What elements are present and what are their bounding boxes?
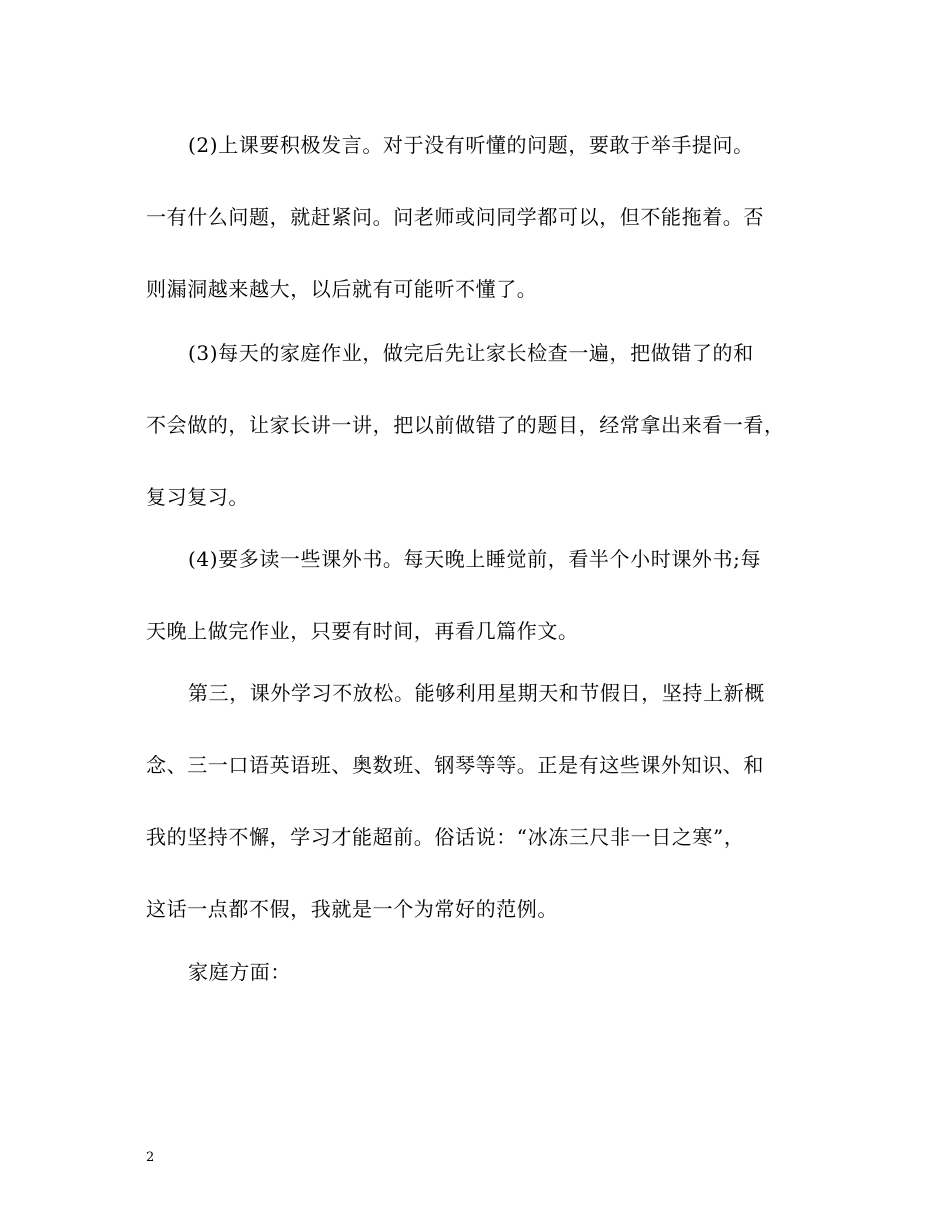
paragraph-line: 天晚上做完作业，只要有时间，再看几篇作文。 (146, 619, 579, 643)
paragraph-line: 一有什么问题，就赶紧问。问老师或问同学都可以，但不能拖着。否 (146, 205, 764, 229)
paragraph-line: (4)要多读一些课外书。每天晚上睡觉前，看半个小时课外书;每 (188, 547, 762, 571)
page-number: 2 (146, 1150, 155, 1165)
paragraph-line: 不会做的，让家长讲一讲，把以前做错了的题目，经常拿出来看一看， (146, 413, 785, 437)
paragraph-line: 第三，课外学习不放松。能够利用星期天和节假日，坚持上新概 (188, 681, 765, 705)
paragraph-line: 则漏洞越来越大，以后就有可能听不懂了。 (146, 277, 538, 301)
paragraph-line: 复习复习。 (146, 485, 249, 509)
section-heading: 家庭方面： (188, 960, 291, 984)
paragraph-line: 我的坚持不懈，学习才能超前。俗话说：“冰冻三尺非一日之寒”， (146, 825, 745, 849)
paragraph-line: 这话一点都不假，我就是一个为常好的范例。 (146, 897, 558, 921)
paragraph-line: (2)上课要积极发言。对于没有听懂的问题，要敢于举手提问。 (188, 133, 754, 157)
paragraph-line: 念、三一口语英语班、奥数班、钢琴等等。正是有这些课外知识、和 (146, 753, 764, 777)
paragraph-line: (3)每天的家庭作业，做完后先让家长检查一遍，把做错了的和 (188, 341, 754, 365)
